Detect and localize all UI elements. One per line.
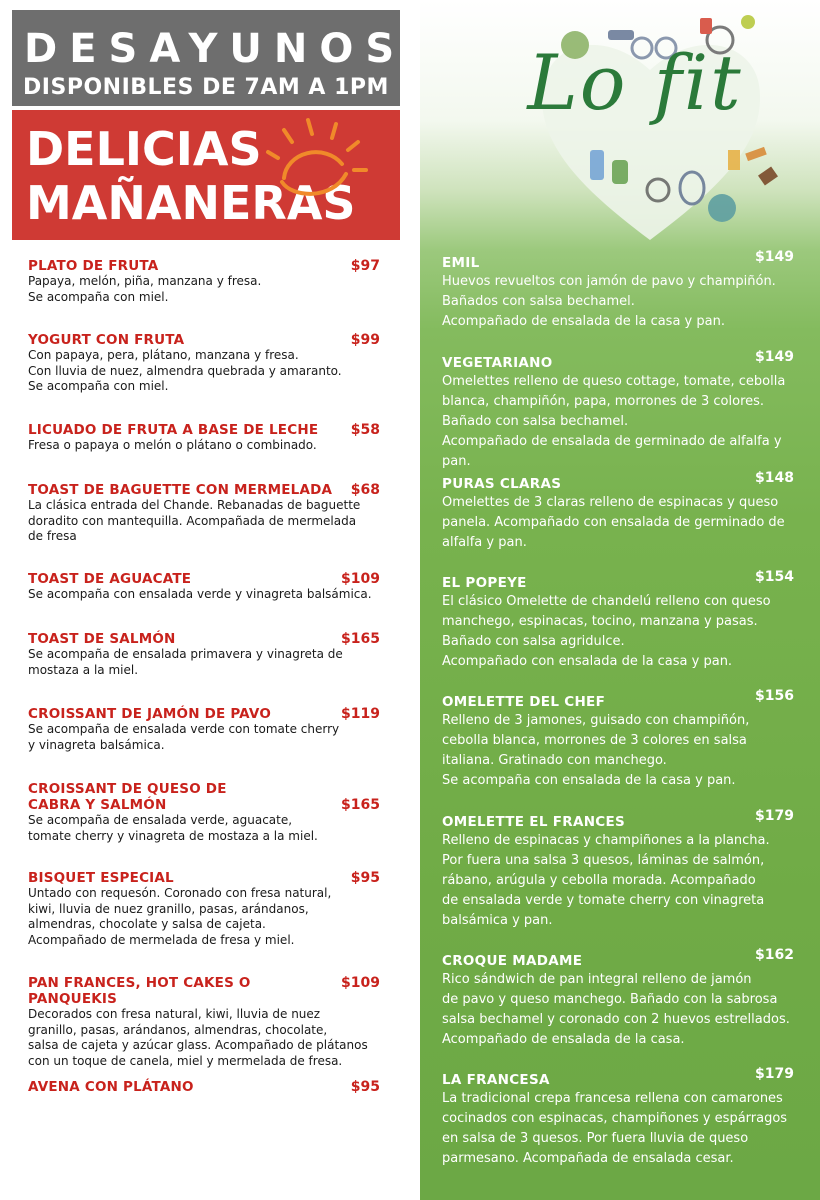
item-description: La clásica entrada del Chande. Rebanadas de baguette doradito con mantequilla. Acompañada de mermelada de fresa: [28, 498, 361, 543]
item-name: CROISSANT DE QUESO DE CABRA Y SALMÓN: [28, 781, 227, 813]
item-name: PAN FRANCES, HOT CAKES O PANQUEKIS: [28, 975, 251, 1007]
item-price: $149: [755, 349, 794, 365]
menu-item: [442, 688, 794, 791]
menu-item: [28, 781, 380, 844]
item-name: LICUADO DE FRUTA A BASE DE LECHE: [28, 422, 319, 438]
item-name: VEGETARIANO: [442, 355, 553, 371]
item-description: Se acompaña de ensalada verde con tomate cherry y vinagreta balsámica.: [28, 722, 340, 752]
item-description: Omelettes relleno de queso cottage, tomate, cebolla blanca, champiñón, papa, morrones de 3 colores. Bañado con salsa bechamel. Acompañado de ensalada de germinado de alfalfa y pan.: [442, 374, 786, 469]
item-description: Untado con requesón. Coronado con fresa natural, kiwi, lluvia de nuez granillo, pasas, arándanos, almendras, chocolate y salsa de cajeta. Acompañado de mermelada de fresa y miel.: [28, 886, 332, 947]
item-name: PLATO DE FRUTA: [28, 258, 159, 274]
item-name: CROISSANT DE JAMÓN DE PAVO: [28, 706, 272, 722]
item-price: $58: [350, 422, 380, 438]
item-price: $109: [341, 975, 380, 991]
item-name: LA FRANCESA: [442, 1072, 550, 1088]
item-price: $179: [755, 1066, 794, 1082]
item-price: $97: [350, 258, 380, 274]
item-description: Relleno de espinacas y champiñones a la plancha. Por fuera una salsa 3 quesos, láminas de salmón, rábano, arúgula y cebolla morada. Acompañado de ensalada verde y tomate cherry con vinagreta balsámica y pan.: [442, 833, 770, 928]
menu-item: [28, 571, 380, 603]
item-name: EL POPEYE: [442, 575, 527, 591]
item-description: Se acompaña de ensalada verde, aguacate, tomate cherry y vinagreta de mostaza a la miel.: [28, 813, 318, 843]
menu-item: [28, 258, 380, 305]
item-name: AVENA CON PLÁTANO: [28, 1079, 194, 1095]
item-price: $165: [341, 797, 380, 813]
item-price: $179: [755, 808, 794, 824]
item-price: $165: [341, 631, 380, 647]
item-name: EMIL: [442, 255, 480, 271]
menu-item: [28, 332, 380, 395]
item-description: El clásico Omelette de chandelú relleno con queso manchego, espinacas, tocino, manzana y pasas. Bañado con salsa agridulce. Acompañado con ensalada de la casa y pan.: [442, 594, 771, 669]
menu-item: [28, 975, 380, 1069]
item-name: YOGURT CON FRUTA: [28, 332, 185, 348]
brand-logo: Lo fit: [527, 38, 743, 127]
menu-item: [442, 349, 794, 472]
item-name: OMELETTE EL FRANCES: [442, 814, 626, 830]
hours-subtitle: DISPONIBLES DE 7AM A 1PM: [23, 75, 389, 100]
item-price: $149: [755, 249, 794, 265]
menu-item: [28, 482, 380, 545]
section-title-line2: MAÑANERAS: [26, 176, 356, 230]
section-title-line1: DELICIAS: [26, 122, 262, 176]
item-description: Huevos revueltos con jamón de pavo y champiñón. Bañados con salsa bechamel. Acompañado de ensalada de la casa y pan.: [442, 274, 776, 329]
item-price: $148: [755, 470, 794, 486]
menu-item: [442, 249, 794, 332]
item-description: Omelettes de 3 claras relleno de espinacas y queso panela. Acompañado con ensalada de germinado de alfalfa y pan.: [442, 495, 785, 550]
item-name: TOAST DE SALMÓN: [28, 631, 176, 647]
item-description: Se acompaña con ensalada verde y vinagreta balsámica.: [28, 587, 372, 601]
item-price: $162: [755, 947, 794, 963]
item-name: OMELETTE DEL CHEF: [442, 694, 606, 710]
item-price: $95: [350, 870, 380, 886]
menu-item: [28, 422, 380, 454]
item-description: Con papaya, pera, plátano, manzana y fresa. Con lluvia de nuez, almendra quebrada y amaranto. Se acompaña con miel.: [28, 348, 342, 393]
menu-item: [28, 706, 380, 753]
item-price: $99: [350, 332, 380, 348]
item-description: Papaya, melón, piña, manzana y fresa. Se acompaña con miel.: [28, 274, 262, 304]
menu-item: [28, 870, 380, 948]
page-title: DESAYUNOS: [24, 26, 407, 72]
menu-item: [28, 631, 380, 678]
menu-item: [442, 470, 794, 553]
item-description: Fresa o papaya o melón o plátano o combinado.: [28, 438, 317, 452]
menu-item: [442, 1066, 794, 1169]
item-price: $95: [350, 1079, 380, 1095]
item-name: BISQUET ESPECIAL: [28, 870, 174, 886]
item-price: $109: [341, 571, 380, 587]
item-price: $154: [755, 569, 794, 585]
section-banner: [12, 110, 400, 240]
item-description: Relleno de 3 jamones, guisado con champiñón, cebolla blanca, morrones de 3 colores en salsa italiana. Gratinado con manchego. Se acompaña con ensalada de la casa y pan.: [442, 713, 750, 788]
item-description: Rico sándwich de pan integral relleno de jamón de pavo y queso manchego. Bañado con la sabrosa salsa bechamel y coronado con 2 huevos estrellados. Acompañado de ensalada de la casa.: [442, 972, 790, 1047]
menu-item: [442, 569, 794, 672]
item-name: TOAST DE BAGUETTE CON MERMELADA: [28, 482, 333, 498]
item-price: $68: [350, 482, 380, 498]
item-name: TOAST DE AGUACATE: [28, 571, 192, 587]
menu-item: [28, 1079, 380, 1095]
item-description: La tradicional crepa francesa rellena con camarones cocinados con espinacas, champiñones y espárragos en salsa de 3 quesos. Por fuera lluvia de queso parmesano. Acompañada de ensalada cesar.: [442, 1091, 788, 1166]
sun-icon: [262, 116, 372, 206]
header-banner: [12, 10, 407, 106]
menu-item: [442, 947, 794, 1050]
item-description: Se acompaña de ensalada primavera y vinagreta de mostaza a la miel.: [28, 647, 343, 677]
menu-item: [442, 808, 794, 931]
item-name: PURAS CLARAS: [442, 476, 562, 492]
item-description: Decorados con fresa natural, kiwi, lluvia de nuez granillo, pasas, arándanos, almendras, chocolate, salsa de cajeta y azúcar glass. Acompañado de plátanos con un toque de canela, miel y mermelada de fresa.: [28, 1007, 368, 1068]
item-name: CROQUE MADAME: [442, 953, 583, 969]
item-price: $119: [341, 706, 380, 722]
item-price: $156: [755, 688, 794, 704]
